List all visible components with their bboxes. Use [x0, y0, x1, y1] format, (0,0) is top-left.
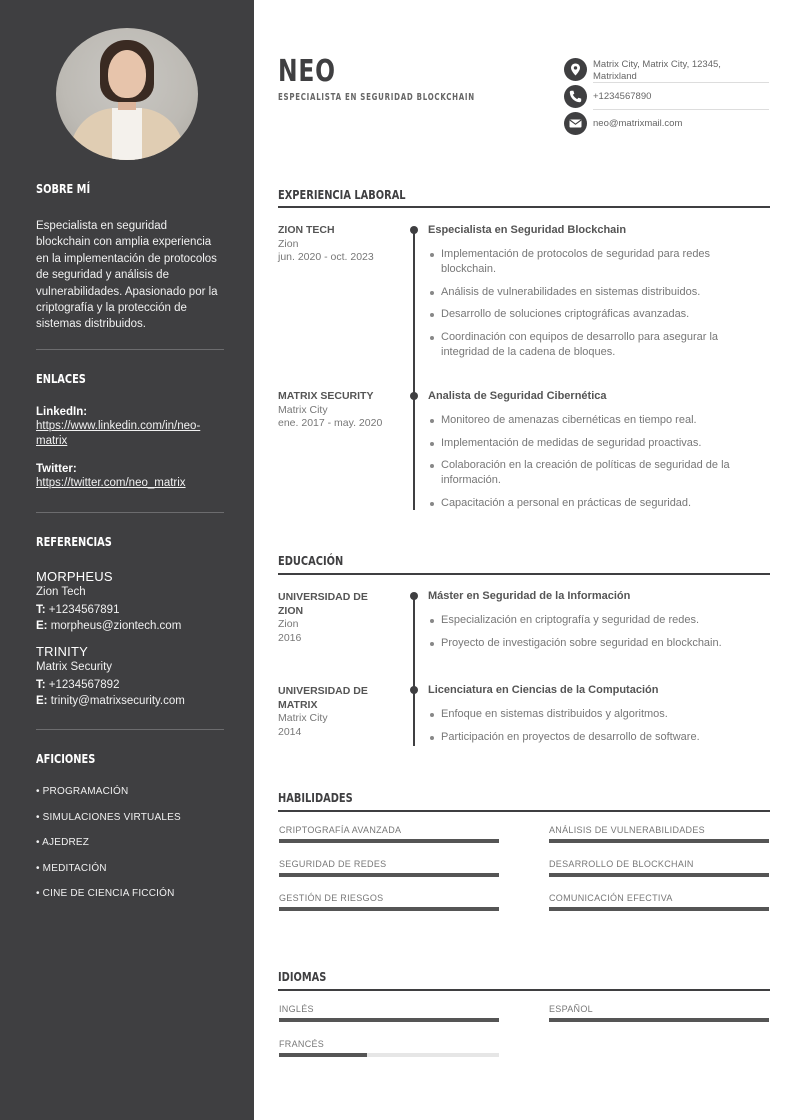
bullet-item: Enfoque en sistemas distribuidos y algoritmos.	[428, 707, 758, 722]
email-text[interactable]: neo@matrixmail.com	[593, 118, 683, 129]
sidebar-divider	[36, 729, 224, 730]
language-level-bar	[279, 1018, 499, 1022]
reference-item	[36, 644, 224, 709]
language-item	[279, 1039, 499, 1049]
school-name: UNIVERSIDAD DE ZION	[278, 591, 368, 617]
hobby-item: • PROGRAMACIÓN	[36, 786, 129, 797]
language-name: ESPAÑOL	[549, 1004, 593, 1014]
skills-title: HABILIDADES	[278, 791, 353, 805]
skill-level-bar	[279, 873, 499, 877]
timeline-line	[413, 596, 415, 746]
contact-email	[564, 112, 769, 136]
job-bullets	[428, 413, 758, 518]
section-rule	[278, 989, 770, 991]
degree-bullets	[428, 613, 758, 658]
location-icon	[564, 58, 587, 81]
skill-item	[279, 859, 499, 869]
school-location: Zion	[278, 618, 299, 630]
phone-prefix: T:	[36, 604, 46, 616]
links-section	[36, 372, 224, 491]
sidebar	[0, 0, 254, 1120]
bullet-item: Desarrollo de soluciones criptográficas avanzadas.	[428, 307, 758, 322]
bullet-item: Implementación de protocolos de seguridad para redes blockchain.	[428, 247, 758, 277]
hobbies-section	[36, 752, 224, 914]
experience-org	[278, 224, 398, 265]
job-dates: ene. 2017 - may. 2020	[278, 417, 383, 429]
reference-email: morpheus@ziontech.com	[50, 620, 182, 632]
contact-phone	[564, 85, 769, 109]
job-dates: jun. 2020 - oct. 2023	[278, 251, 374, 263]
about-title: SOBRE MÍ	[36, 182, 91, 196]
bullet-item: Implementación de medidas de seguridad proactivas.	[428, 436, 758, 451]
linkedin-link[interactable]: https://www.linkedin.com/in/neo-matrix	[36, 420, 201, 447]
skill-name: COMUNICACIÓN EFECTIVA	[549, 893, 673, 903]
timeline-dot	[410, 592, 418, 600]
profile-photo	[56, 28, 198, 160]
bullet-item: Especialización en criptografía y seguridad de redes.	[428, 613, 758, 628]
skill-item	[549, 859, 769, 869]
job-role: Especialista en Seguridad Blockchain	[428, 224, 627, 236]
section-rule	[278, 810, 770, 812]
skill-name: CRIPTOGRAFÍA AVANZADA	[279, 825, 402, 835]
bullet-item: Colaboración en la creación de políticas de seguridad de la información.	[428, 458, 758, 488]
reference-email: trinity@matrixsecurity.com	[50, 695, 185, 707]
hobby-item: • MEDITACIÓN	[36, 862, 107, 874]
skill-name: DESARROLLO DE BLOCKCHAIN	[549, 859, 694, 869]
bullet-item: Monitoreo de amenazas cibernéticas en tiempo real.	[428, 413, 758, 428]
company-name: ZION TECH	[278, 224, 335, 236]
references-title: REFERENCIAS	[36, 535, 112, 549]
sidebar-divider	[36, 349, 224, 350]
bullet-item: Coordinación con equipos de desarrollo para asegurar la integridad de la cadena de bloques.	[428, 330, 758, 360]
timeline-dot	[410, 392, 418, 400]
company-name: MATRIX SECURITY	[278, 390, 374, 402]
language-item	[549, 1004, 769, 1014]
sidebar-divider	[36, 512, 224, 513]
language-level-bar	[279, 1053, 367, 1057]
degree-name: Máster en Seguridad de la Información	[428, 590, 631, 602]
job-title: ESPECIALISTA EN SEGURIDAD BLOCKCHAIN	[278, 92, 475, 103]
skill-level-bar	[279, 907, 499, 911]
about-section	[36, 182, 224, 333]
timeline-dot	[410, 686, 418, 694]
section-rule	[278, 573, 770, 575]
hobbies-title: AFICIONES	[36, 752, 96, 766]
school-year: 2016	[278, 631, 302, 644]
degree-bullets	[428, 707, 758, 752]
company-location: Matrix City	[278, 403, 328, 416]
email-icon	[564, 112, 587, 135]
skill-level-bar	[549, 873, 769, 877]
hobby-item: • SIMULACIONES VIRTUALES	[36, 811, 181, 823]
language-name: FRANCÉS	[279, 1039, 325, 1049]
school-year: 2014	[278, 725, 302, 738]
bullet-item: Análisis de vulnerabilidades en sistemas distribuidos.	[428, 285, 758, 300]
degree-name: Licenciatura en Ciencias de la Computación	[428, 684, 659, 696]
hobby-item: • AJEDREZ	[36, 837, 90, 848]
reference-phone: +1234567892	[48, 679, 120, 691]
language-item	[279, 1004, 499, 1014]
email-prefix: E:	[36, 620, 48, 632]
school-location: Matrix City	[278, 712, 328, 724]
reference-company: Matrix Security	[36, 661, 113, 673]
education-title: EDUCACIÓN	[278, 554, 344, 568]
timeline-line	[413, 230, 415, 510]
company-location: Zion	[278, 237, 299, 250]
skill-item	[549, 825, 769, 835]
skill-name: ANÁLISIS DE VULNERABILIDADES	[549, 825, 705, 835]
email-prefix: E:	[36, 695, 48, 707]
experience-org	[278, 390, 398, 431]
job-bullets	[428, 247, 758, 367]
links-title: ENLACES	[36, 372, 86, 386]
phone-icon	[564, 85, 587, 108]
reference-company: Zion Tech	[36, 586, 86, 598]
phone-prefix: T:	[36, 679, 46, 691]
language-name: INGLÉS	[279, 1004, 314, 1014]
bullet-item: Proyecto de investigación sobre seguridad en blockchain.	[428, 636, 758, 651]
timeline-dot	[410, 226, 418, 234]
bullet-item: Participación en proyectos de desarrollo de software.	[428, 730, 758, 745]
skill-item	[549, 893, 769, 903]
skill-level-bar	[549, 839, 769, 843]
candidate-name: NEO	[278, 54, 336, 89]
phone-text: +1234567890	[593, 91, 652, 102]
job-role: Analista de Seguridad Cibernética	[428, 390, 607, 402]
section-rule	[278, 206, 770, 208]
languages-title: IDIOMAS	[278, 970, 327, 984]
reference-item	[36, 569, 224, 634]
bullet-item: Capacitación a personal en prácticas de seguridad.	[428, 496, 758, 511]
skill-item	[279, 893, 499, 903]
address-text: Matrix City, Matrix City, 12345, Matrixland	[593, 59, 721, 82]
reference-name: TRINITY	[36, 644, 88, 659]
references-section	[36, 535, 224, 709]
skill-level-bar	[549, 907, 769, 911]
reference-phone: +1234567891	[48, 604, 120, 616]
education-org	[278, 685, 388, 739]
skill-name: SEGURIDAD DE REDES	[279, 859, 387, 869]
twitter-label: Twitter:	[36, 463, 77, 475]
school-name: UNIVERSIDAD DE MATRIX	[278, 685, 368, 711]
experience-title: EXPERIENCIA LABORAL	[278, 188, 406, 202]
language-level-bar	[549, 1018, 769, 1022]
twitter-link[interactable]: https://twitter.com/neo_matrix	[36, 477, 186, 489]
skill-level-bar	[279, 839, 499, 843]
about-text: Especialista en seguridad blockchain con amplia experiencia en la implementación de protocolos de seguridad y análisis de vulnerabilidades. Apasionado por la criptografía y la protección de sistemas distribuidos.	[36, 220, 218, 331]
skill-name: GESTIÓN DE RIESGOS	[279, 893, 384, 903]
hobby-item: • CINE DE CIENCIA FICCIÓN	[36, 888, 175, 899]
education-org	[278, 591, 388, 645]
reference-name: MORPHEUS	[36, 569, 113, 584]
linkedin-label: LinkedIn:	[36, 406, 88, 418]
skill-item	[279, 825, 499, 835]
